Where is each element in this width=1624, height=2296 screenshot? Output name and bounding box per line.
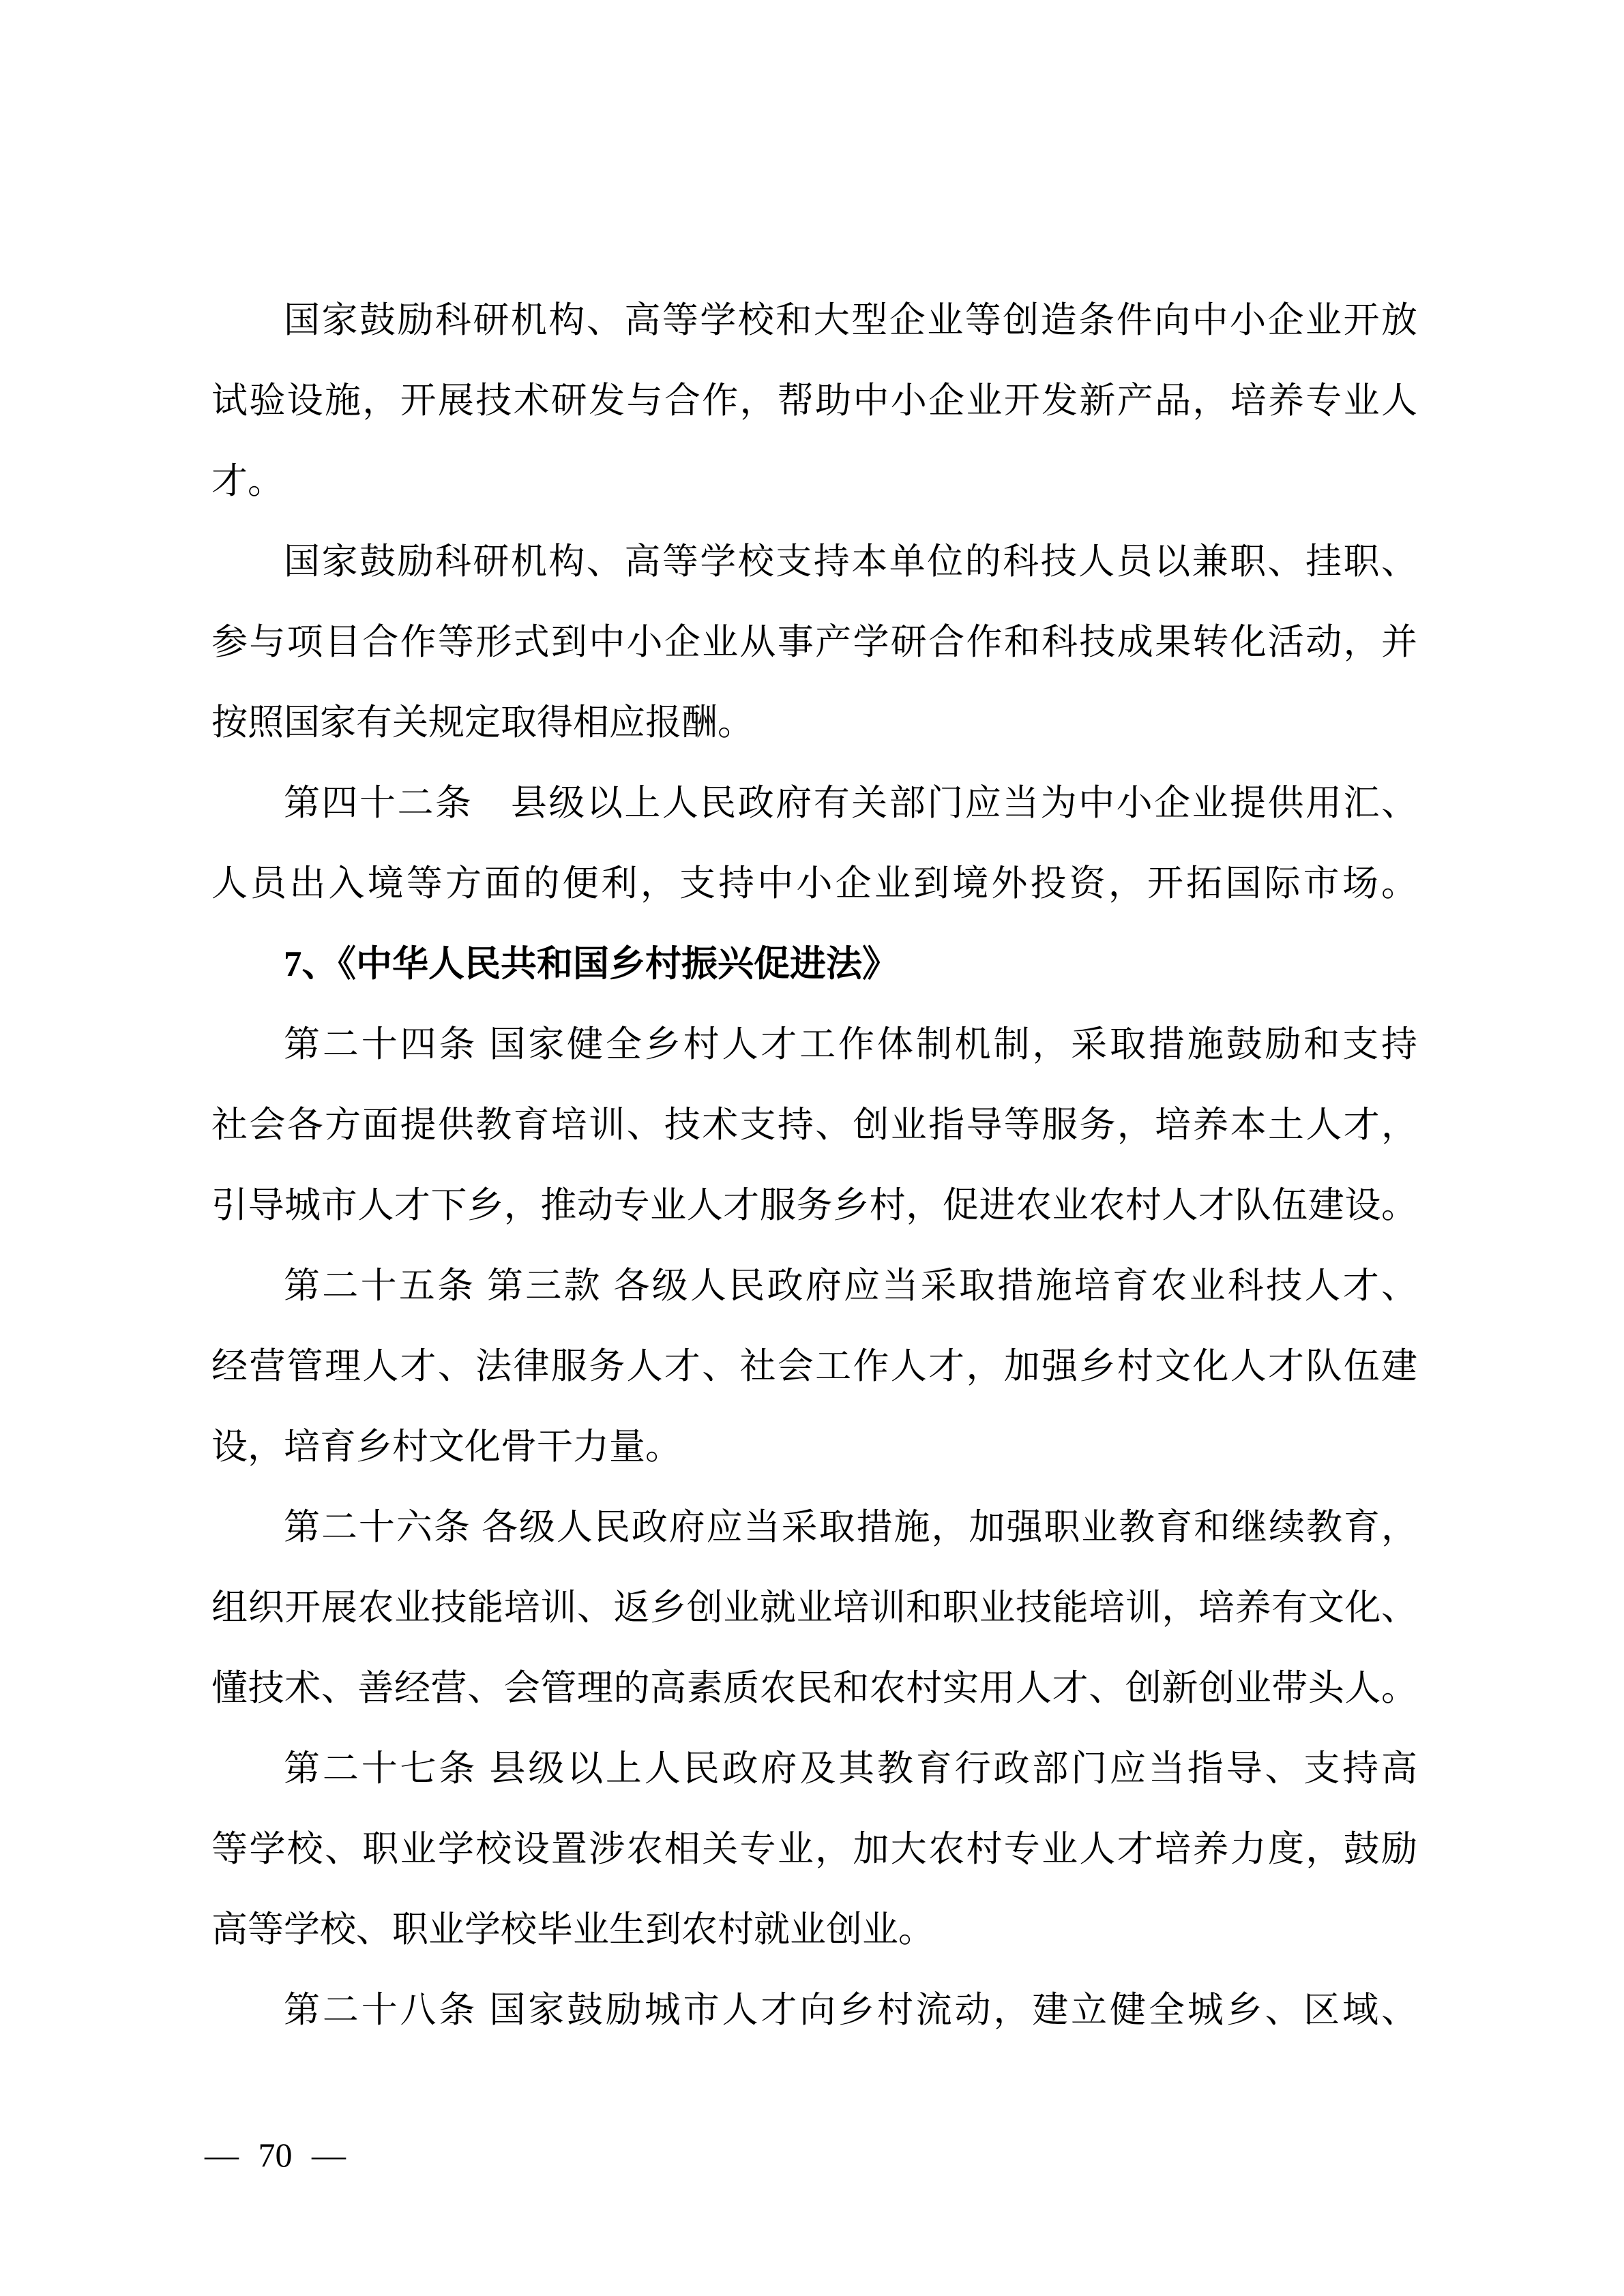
body-line: 设，培育乡村文化骨干力量。 [211, 1427, 681, 1467]
body-line: 第二十七条 县级以上人民政府及其教育行政部门应当指导、支持高 [284, 1749, 1417, 1789]
body-line: 第二十五条 第三款 各级人民政府应当采取措施培育农业科技人才、 [284, 1266, 1417, 1306]
body-line: 按照国家有关规定取得相应报酬。 [211, 703, 754, 743]
body-line: 组织开展农业技能培训、返乡创业就业培训和职业技能培训，培养有文化、 [211, 1588, 1417, 1628]
page-number: — 70 — [205, 2136, 346, 2174]
body-line: 才。 [211, 462, 284, 501]
body-line: 人员出入境等方面的便利，支持中小企业到境外投资，开拓国际市场。 [211, 864, 1417, 904]
body-line: 国家鼓励科研机构、高等学校支持本单位的科技人员以兼职、挂职、 [284, 542, 1417, 582]
body-line: 第二十八条 国家鼓励城市人才向乡村流动，建立健全城乡、区域、 [284, 1991, 1417, 2030]
document-body [211, 280, 1417, 2051]
body-line: 试验设施，开展技术研发与合作，帮助中小企业开发新产品，培养专业人 [211, 381, 1417, 421]
body-line: 第四十二条 县级以上人民政府有关部门应当为中小企业提供用汇、 [284, 784, 1417, 823]
body-line: 引导城市人才下乡，推动专业人才服务乡村，促进农业农村人才队伍建设。 [211, 1186, 1417, 1225]
page-footer [205, 2133, 346, 2177]
body-line: 懂技术、善经营、会管理的高素质农民和农村实用人才、创新创业带头人。 [211, 1669, 1417, 1708]
body-line: 等学校、职业学校设置涉农相关专业，加大农村专业人才培养力度，鼓励 [211, 1830, 1417, 1869]
body-line: 高等学校、职业学校毕业生到农村就业创业。 [211, 1910, 934, 1950]
body-line: 社会各方面提供教育培训、技术支持、创业指导等服务，培养本土人才， [211, 1105, 1417, 1145]
body-line: 第二十六条 各级人民政府应当采取措施，加强职业教育和继续教育， [284, 1508, 1417, 1547]
body-line: 国家鼓励科研机构、高等学校和大型企业等创造条件向中小企业开放 [284, 301, 1417, 340]
body-line: 经营管理人才、法律服务人才、社会工作人才，加强乡村文化人才队伍建 [211, 1347, 1417, 1386]
section-heading: 7、《中华人民共和国乡村振兴促进法》 [284, 944, 898, 984]
body-line: 参与项目合作等形式到中小企业从事产学研合作和科技成果转化活动，并 [211, 623, 1417, 662]
body-line: 第二十四条 国家健全乡村人才工作体制机制，采取措施鼓励和支持 [284, 1025, 1417, 1064]
